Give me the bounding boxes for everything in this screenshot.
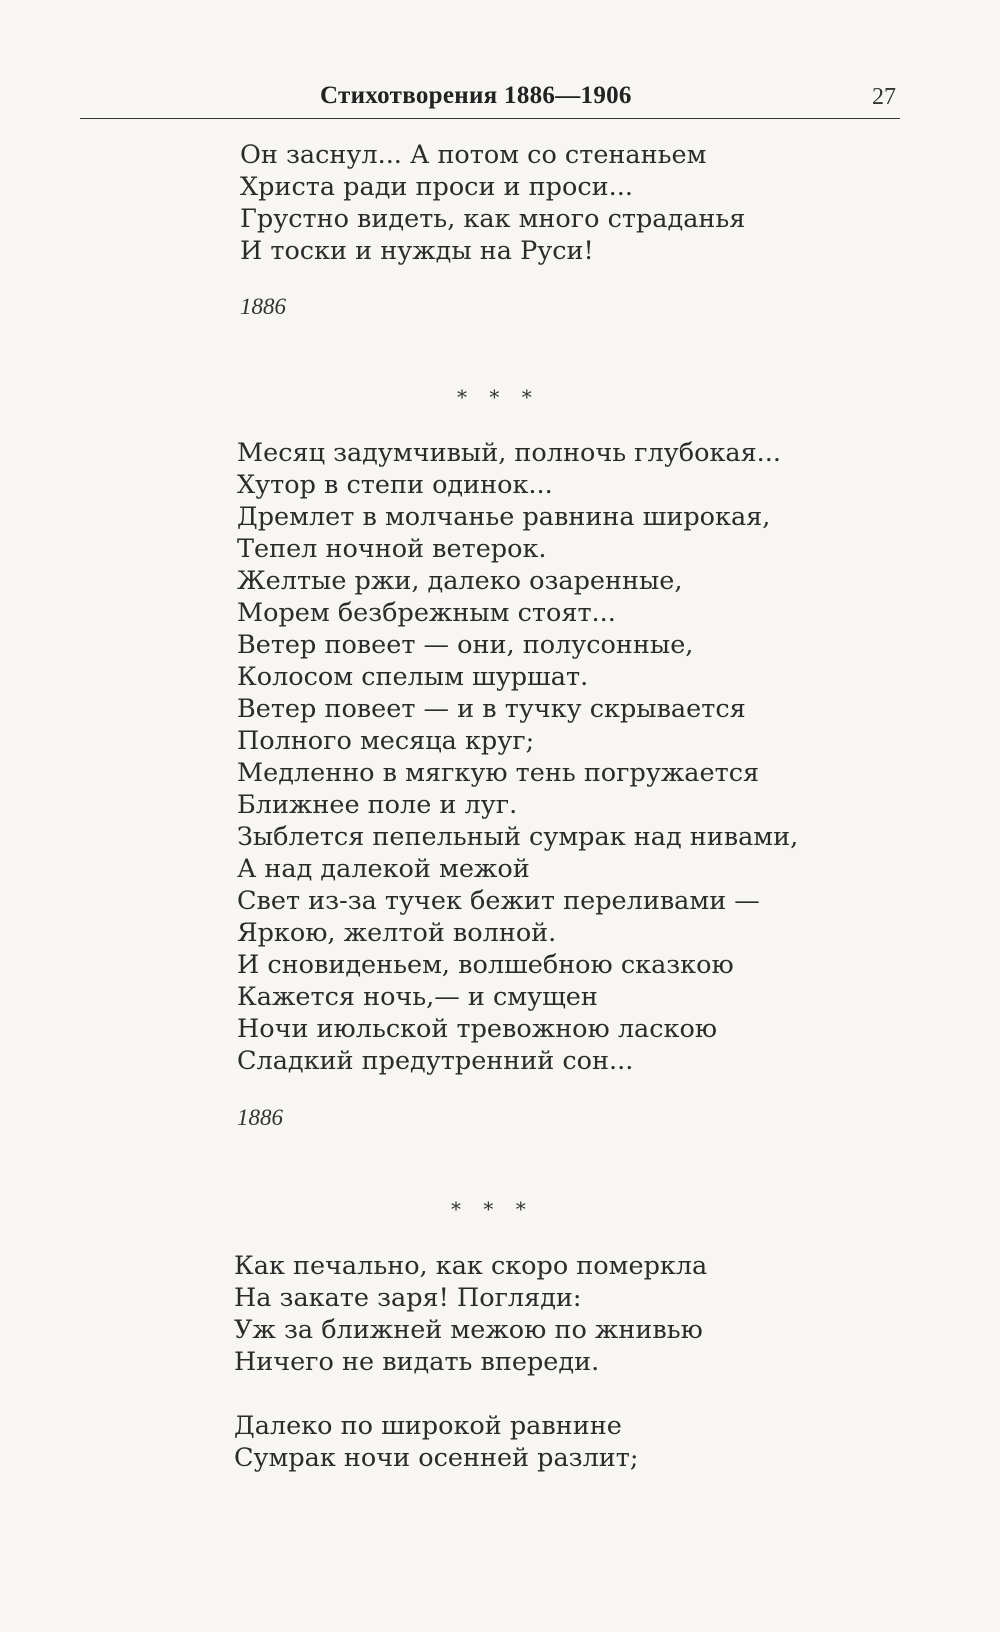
- poem-line: Морем безбрежным стоят...: [237, 598, 616, 628]
- section-separator: * * *: [451, 1197, 534, 1221]
- poem-line: Ближнее поле и луг.: [237, 790, 518, 820]
- poem-date: 1886: [237, 1105, 283, 1130]
- poem-line: Кажется ночь,— и смущен: [237, 982, 598, 1012]
- poem-line: Полного месяца круг;: [237, 726, 535, 756]
- poem-line: Яркою, желтой волной.: [237, 918, 557, 948]
- poem-line: Желтые ржи, далеко озаренные,: [237, 566, 683, 596]
- section-separator: * * *: [457, 385, 540, 409]
- poem-line: Свет из-за тучек бежит переливами —: [237, 886, 760, 916]
- poem-line: Ночи июльской тревожною ласкою: [237, 1014, 718, 1044]
- poem-line: Ветер повеет — и в тучку скрывается: [237, 694, 746, 724]
- poem-line: Колосом спелым шуршат.: [237, 662, 589, 692]
- poem-line: Уж за ближней межою по жнивью: [234, 1315, 703, 1345]
- poem-line: Сумрак ночи осенней разлит;: [234, 1443, 639, 1473]
- poem-line: И тоски и нужды на Руси!: [240, 236, 594, 266]
- running-header: [80, 78, 900, 118]
- poem-line: Ветер повеет — они, полусонные,: [237, 630, 694, 660]
- poem-line: Дремлет в молчанье равнина широкая,: [237, 502, 771, 532]
- poem-line: Месяц задумчивый, полночь глубокая...: [237, 438, 781, 468]
- poem-line: Тепел ночной ветерок.: [237, 534, 547, 564]
- header-rule: [80, 118, 900, 119]
- poem-line: Грустно видеть, как много страданья: [240, 204, 746, 234]
- poem-line: Медленно в мягкую тень погружается: [237, 758, 760, 788]
- poem-line: На закате заря! Погляди:: [234, 1283, 582, 1313]
- poem-line: Сладкий предутренний сон...: [237, 1046, 634, 1076]
- poem-line: Ничего не видать впереди.: [234, 1347, 600, 1377]
- page-number: 27: [872, 84, 896, 110]
- poem-line: Христа ради проси и проси...: [240, 172, 633, 202]
- poem-line: Далеко по широкой равнине: [234, 1411, 622, 1441]
- poem-line: Он заснул... А потом со стенаньем: [240, 140, 707, 170]
- poem-line: Зыблется пепельный сумрак над нивами,: [237, 822, 799, 852]
- poem-line: А над далекой межой: [237, 854, 530, 884]
- poem-date: 1886: [240, 294, 286, 319]
- running-title: Стихотворения 1886—1906: [320, 82, 632, 109]
- poem-line: Как печально, как скоро померкла: [234, 1251, 708, 1281]
- poem-line: Хутор в степи одинок...: [237, 470, 553, 500]
- poem-line: И сновиденьем, волшебною сказкою: [237, 950, 734, 980]
